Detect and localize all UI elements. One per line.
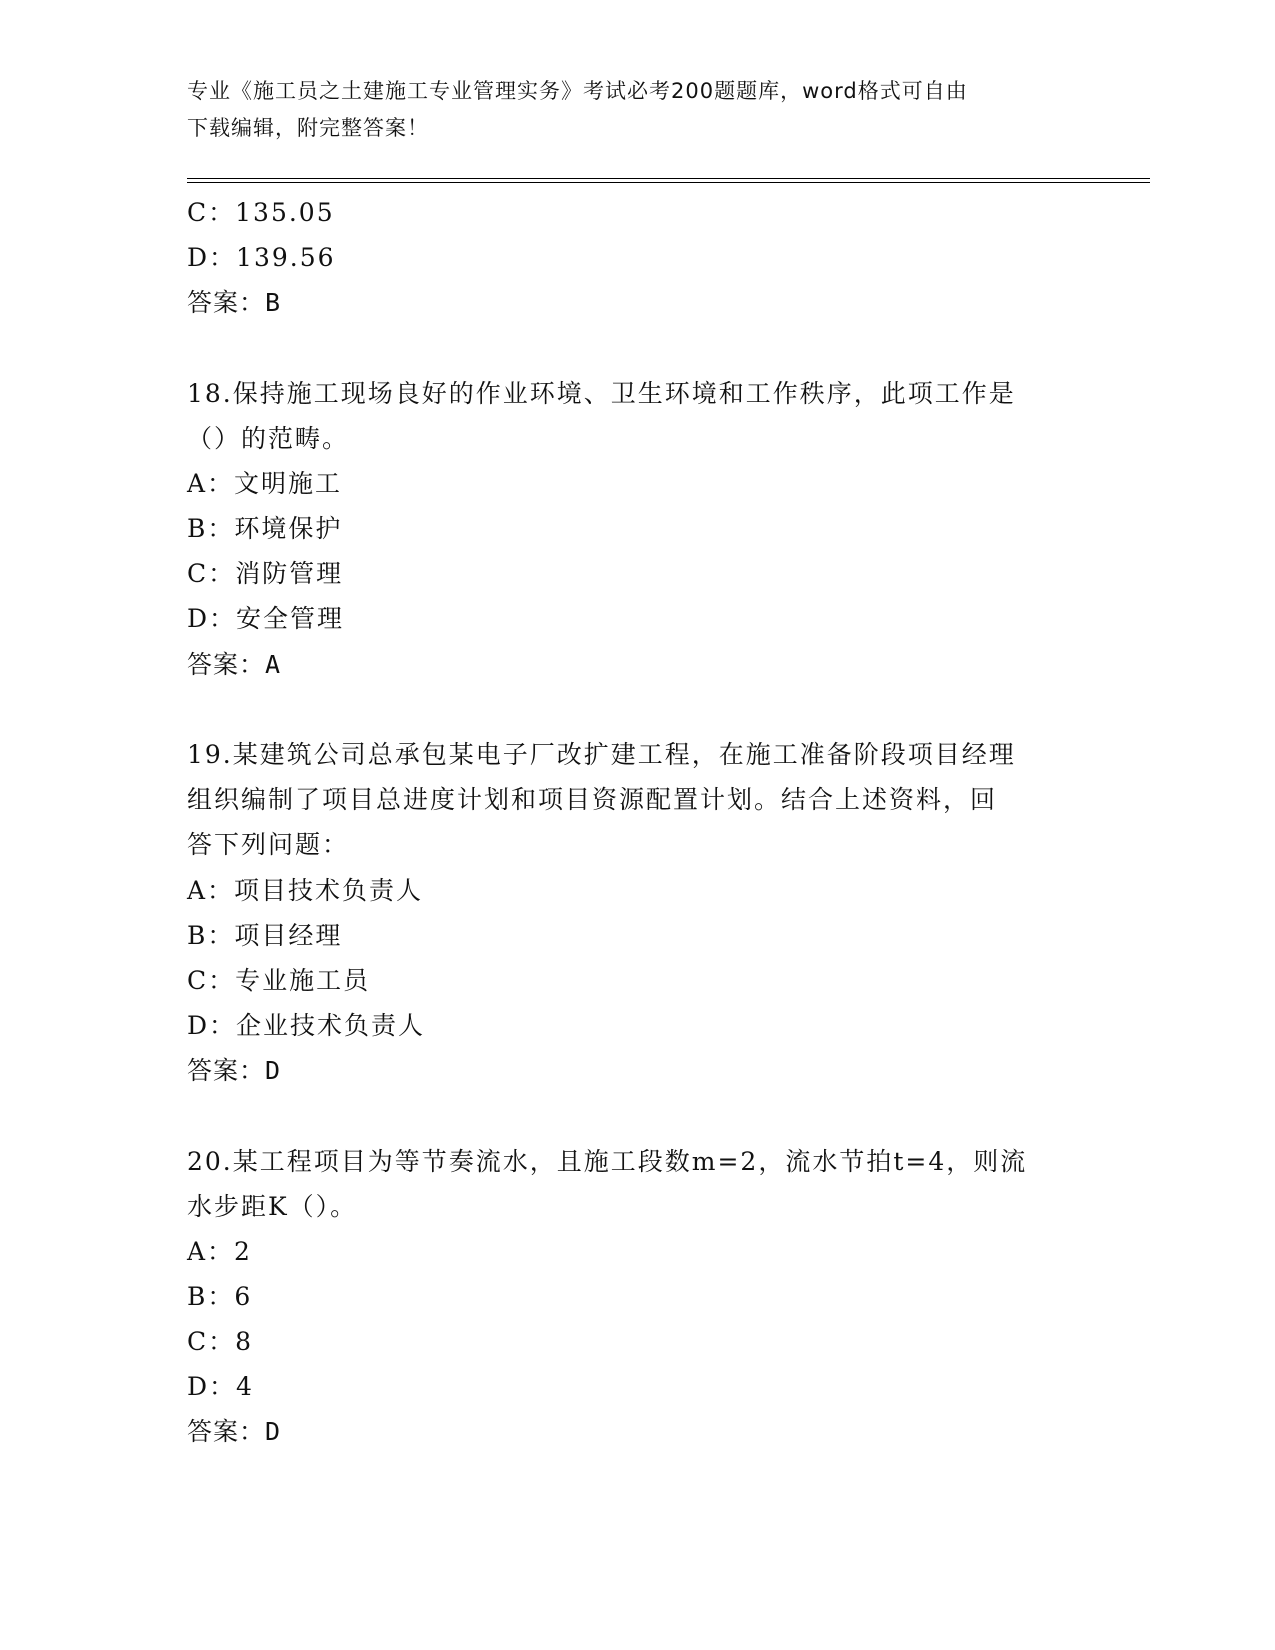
header-rule-top: [187, 178, 1150, 179]
q19-stem-line-1: 19.某建筑公司总承包某电子厂改扩建工程，在施工准备阶段项目经理: [187, 740, 1016, 769]
q20-option-a: A：2: [187, 1237, 252, 1266]
q20-option-d: D：4: [187, 1372, 254, 1401]
q20-option-c: C：8: [187, 1327, 254, 1356]
answer-label: 答案：: [187, 1417, 266, 1446]
header-line-2: 下载编辑，附完整答案！: [187, 116, 429, 140]
q18-stem-line-2: （）的范畴。: [187, 424, 350, 453]
q19-option-a: A：项目技术负责人: [187, 876, 424, 905]
q19-option-b: B：项目经理: [187, 921, 343, 950]
answer-value: A: [265, 650, 282, 679]
q20-answer: [187, 1412, 281, 1448]
answer-label: 答案：: [187, 650, 266, 679]
answer-value: D: [265, 1417, 282, 1446]
q19-stem-line-3: 答下列问题：: [187, 830, 350, 859]
q17-answer: [187, 283, 281, 319]
q20-stem-line-1: 20.某工程项目为等节奏流水，且施工段数m=2，流水节拍t=4，则流: [187, 1147, 1028, 1176]
header-rule-bottom: [187, 182, 1150, 183]
q18-answer: [187, 645, 281, 681]
q18-option-d: D：安全管理: [187, 604, 345, 633]
q20-option-b: B：6: [187, 1282, 253, 1311]
answer-value: B: [265, 288, 282, 317]
q17-option-d: D：139.56: [187, 243, 336, 272]
document-header: [187, 73, 1087, 147]
q18-option-b: B：环境保护: [187, 514, 343, 543]
q19-option-d: D：企业技术负责人: [187, 1011, 426, 1040]
q19-stem-line-2: 组织编制了项目总进度计划和项目资源配置计划。结合上述资料，回: [187, 785, 998, 814]
answer-value: D: [265, 1056, 282, 1085]
q20-stem-line-2: 水步距K（）。: [187, 1192, 358, 1221]
q18-option-c: C：消防管理: [187, 559, 344, 588]
q17-option-c: C：135.05: [187, 198, 335, 227]
answer-label: 答案：: [187, 1056, 266, 1085]
header-line-1: 专业《施工员之土建施工专业管理实务》考试必考200题题库，word格式可自由: [187, 79, 968, 103]
q19-option-c: C：专业施工员: [187, 966, 371, 995]
q18-stem-line-1: 18.保持施工现场良好的作业环境、卫生环境和工作秩序，此项工作是: [187, 379, 1016, 408]
answer-label: 答案：: [187, 288, 266, 317]
q18-option-a: A：文明施工: [187, 469, 343, 498]
q19-answer: [187, 1051, 281, 1087]
